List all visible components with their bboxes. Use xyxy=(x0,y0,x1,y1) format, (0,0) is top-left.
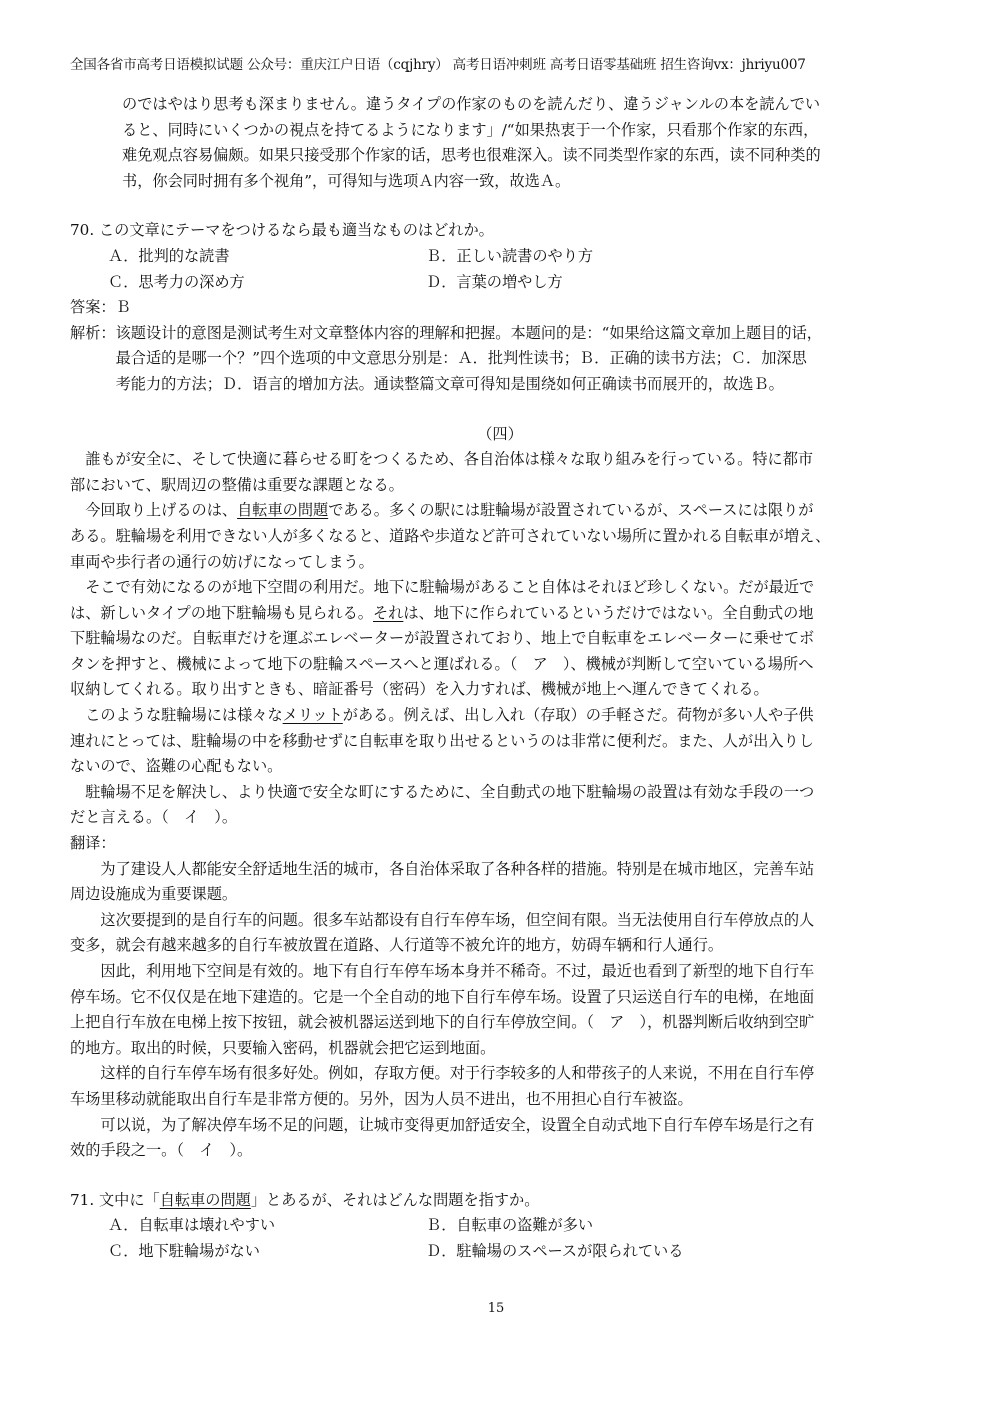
text-line: 书，你会同时拥有多个视角”，可得知与选项Ａ内容一致，故选Ａ。 xyxy=(122,171,571,190)
option-b: Ｂ．自転車の盗難が多い xyxy=(426,1216,594,1235)
question-71-text xyxy=(70,1188,930,1214)
passage-line: ないので、盗難の心配もない。 xyxy=(70,757,283,776)
japanese-passage xyxy=(70,447,930,831)
text-run: である。多くの駅には駐輪場が設置されているが、スペースには限りが xyxy=(328,501,814,520)
question-70-text: 70. この文章にテーマをつけるなら最も適当なものはどれか。 xyxy=(70,221,494,240)
analysis-70 xyxy=(70,321,930,398)
translation-line: 这样的自行车停车场有很多好处。例如，存取方便。对于行李较多的人和带孩子的人来说，不用在自行车停 xyxy=(100,1064,815,1083)
passage-line xyxy=(70,498,930,524)
text-line: 考能力的方法；Ｄ．语言的增加方法。通读整篇文章可得知是围绕如何正确读书而展开的，故选Ｂ。 xyxy=(115,374,784,393)
passage-line: 連れにとっては、駐輪場の中を移動せずに自転車を取り出せるというのは非常に便利だ。また、人が出入りし xyxy=(70,731,814,750)
text-line: ると、同時にいくつかの視点を持てるようになります」/“如果热衷于一个作家，只看那个作家的东西， xyxy=(122,120,819,139)
options-row xyxy=(70,270,930,296)
passage-line: タンを押すと、機械によって地下の駐輪スペースへと運ばれる。（ ア ）、機械が判断して空いている場所へ xyxy=(70,654,814,673)
question-71 xyxy=(70,1188,930,1265)
passage-line xyxy=(70,703,930,729)
passage-line: ある。駐輪場を利用できない人が多くなると、道路や歩道など許可されていない場所に置かれる自転車が増え、 xyxy=(70,526,831,545)
option-a: Ａ．批判的な読書 xyxy=(108,246,230,265)
text-run: 71. 文中に「 xyxy=(70,1190,160,1209)
option-c: Ｃ．地下駐輪場がない xyxy=(108,1241,260,1260)
passage-line: 収納してくれる。取り出すときも、暗証番号（密码）を入力すれば、機械が地上へ運んできてくれる。 xyxy=(70,680,769,699)
underlined-phrase: メリット xyxy=(282,706,343,725)
option-c: Ｃ．思考力の深め方 xyxy=(108,272,245,291)
options-row xyxy=(70,1239,930,1265)
text-run: このような駐輪場には様々な xyxy=(85,706,283,725)
analysis-label: 解析： xyxy=(70,323,116,342)
answer-70: 答案：Ｂ xyxy=(70,298,131,317)
text-run: 今回取り上げるのは、 xyxy=(85,501,238,520)
passage-line: そこで有効になるのが地下空間の利用だ。地下に駐輪場があること自体はそれほど珍しくない。だが最近で xyxy=(85,578,815,597)
passage-line xyxy=(70,601,930,627)
text-line: のではやはり思考も深まりません。違うタイプの作家のものを読んだり、違うジャンルの本を読んでい xyxy=(122,95,821,113)
question-70 xyxy=(70,218,930,397)
text-line: 该题设计的意图是测试考生对文章整体内容的理解和把握。本题问的是：“如果给这篇文章加上题目的话， xyxy=(115,323,822,342)
page-number: 15 xyxy=(487,1301,505,1316)
text-line: 难免观点容易偏颇。如果只接受那个作家的话，思考也很难深入。读不同类型作家的东西，读不同种类的 xyxy=(122,146,821,165)
text-line: 最合适的是哪一个？”四个选项的中文意思分别是：Ａ．批判性读书；Ｂ．正确的读书方法；Ｃ．加深思 xyxy=(115,349,807,368)
translation-line: 的地方。取出的时候，只要输入密码，机器就会把它运到地面。 xyxy=(70,1038,496,1057)
section-title: （四） xyxy=(477,424,523,443)
passage-line: 下駐輪場なのだ。自転車だけを運ぶエレベーターが設置されており、地上で自転車をエレベーターに乗せてボ xyxy=(70,629,815,648)
previous-analysis-continuation xyxy=(70,92,930,194)
translation-line: 为了建设人人都能安全舒适地生活的城市，各自治体采取了各种各样的措施。特别是在城市地区，完善车站 xyxy=(100,859,815,878)
underlined-phrase: それ xyxy=(373,603,404,622)
translation-line: 可以说，为了解决停车场不足的问题，让城市变得更加舒适安全，设置全自动式地下自行车停车场是行之有 xyxy=(100,1115,815,1134)
translation-text xyxy=(70,857,930,1164)
page-header: 全国各省市高考日语模拟试题 公众号：重庆江户日语（cqjhry） 高考日语冲刺班 高考日语零基础班 招生咨询vx：jhriyu007 xyxy=(70,57,806,73)
translation-line: 车场里移动就能取出自行车是非常方便的。另外，因为人员不进出，也不用担心自行车被盗。 xyxy=(70,1089,693,1108)
translation-line: 效的手段之一。（ イ ）。 xyxy=(70,1141,253,1160)
translation-line: 因此，利用地下空间是有效的。地下有自行车停车场本身并不稀奇。不过，最近也看到了新型的地下自行车 xyxy=(100,962,815,980)
option-d: Ｄ．駐輪場のスペースが限られている xyxy=(426,1241,684,1260)
passage-line: 車両や歩行者の通行の妨げになってしまう。 xyxy=(70,552,374,571)
options-row xyxy=(70,1213,930,1239)
translation-line: 这次要提到的是自行车的问题。很多车站都设有自行车停车场，但空间有限。当无法使用自行车停放点的人 xyxy=(100,910,815,929)
passage-line: だと言える。（ イ ）。 xyxy=(70,808,238,827)
passage-line: 駐輪場不足を解決し、より快適で安全な町にするために、全自動式の地下駐輪場の設置は有効な手段の一つ xyxy=(85,782,815,801)
text-run: は、地下に作られているというだけではない。全自動式の地 xyxy=(403,603,814,622)
translation-line: 停车场。它不仅仅是在地下建造的。它是一个全自动的地下自行车停车场。设置了只运送自行车的电梯，在地面 xyxy=(70,987,815,1006)
underlined-phrase: 自転車の問題 xyxy=(159,1190,251,1209)
page-content xyxy=(70,92,930,1265)
text-run: がある。例えば、出し入れ（存取）の手軽さだ。荷物が多い人や子供 xyxy=(342,706,814,725)
translation-line: 周边设施成为重要课题。 xyxy=(70,885,238,904)
text-run: 」とあるが、それはどんな問題を指すか。 xyxy=(250,1190,540,1209)
underlined-phrase: 自転車の問題 xyxy=(237,501,329,520)
translation-label: 翻译： xyxy=(70,834,116,853)
options-row xyxy=(70,244,930,270)
passage-line: 部において、駅周辺の整備は重要な課題となる。 xyxy=(70,475,404,494)
passage-line: 誰もが安全に、そして快適に暮らせる町をつくるため、各自治体は様々な取り組みを行っている。特に都市 xyxy=(85,450,814,469)
option-d: Ｄ．言葉の増やし方 xyxy=(426,272,563,291)
option-b: Ｂ．正しい読書のやり方 xyxy=(426,246,594,265)
translation-line: 上把自行车放在电梯上按下按钮，就会被机器运送到地下的自行车停放空间。（ ア ），机器判断后收纳到空旷 xyxy=(70,1013,815,1032)
translation-line: 变多，就会有越来越多的自行车被放置在道路、人行道等不被允许的地方，妨碍车辆和行人通行。 xyxy=(70,936,724,955)
text-run: は、新しいタイプの地下駐輪場も見られる。 xyxy=(70,603,373,622)
option-a: Ａ．自転車は壊れやすい xyxy=(108,1216,276,1235)
analysis-text xyxy=(116,321,930,398)
